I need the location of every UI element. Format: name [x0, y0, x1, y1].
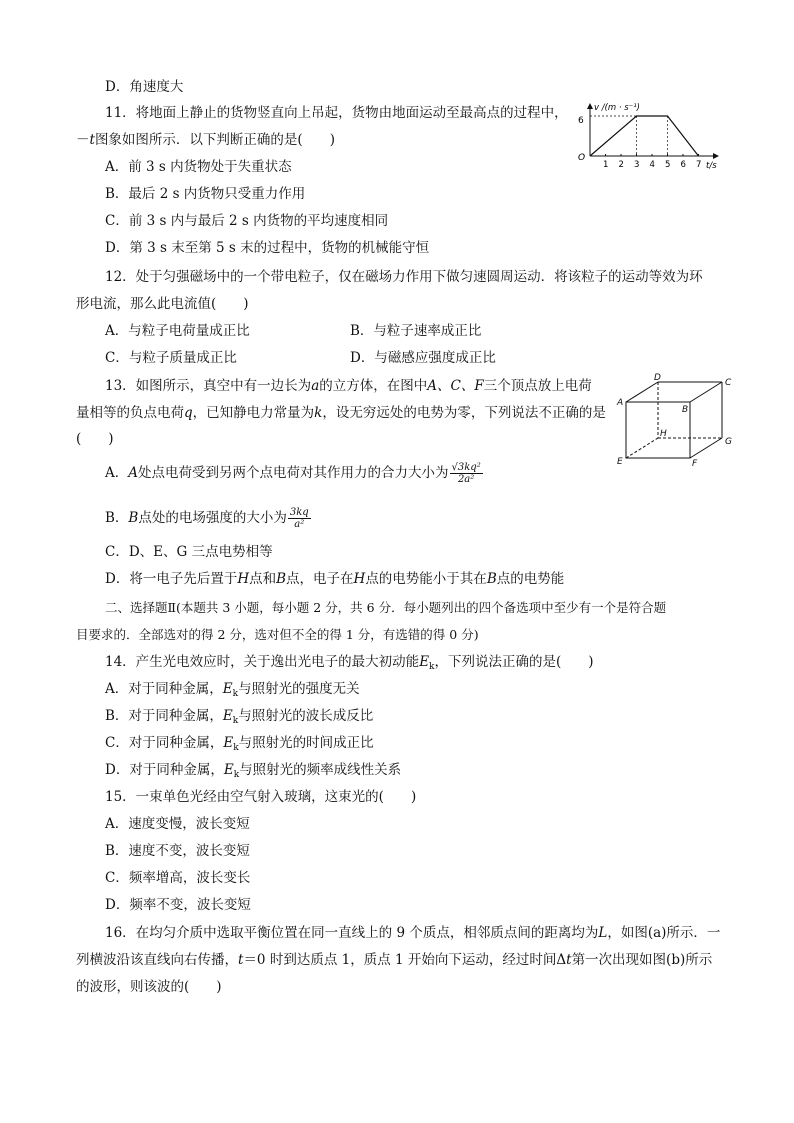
- cube-label-b: B: [682, 405, 689, 415]
- q16-stem-line2: 列横波沿该直线向右传播，t＝0 时到达质点 1，质点 1 开始向下运动，经过时间Δt第一次出现如图(b)所示: [76, 952, 713, 968]
- cube-label-a: A: [617, 398, 624, 408]
- x-tick-label: 1: [603, 160, 609, 170]
- q12-option-d: D．与磁感应强度成正比: [350, 350, 496, 366]
- cube-edge-ad: [626, 382, 658, 402]
- cube-label-f: F: [692, 459, 698, 469]
- section2-heading-line2: 目要求的．全部选对的得 2 分，选对但不全的得 1 分，有选错的得 0 分): [76, 627, 479, 642]
- cube-edge-bc: [690, 382, 722, 402]
- x-tick-label: 2: [618, 160, 624, 170]
- q13-a-numerator: √3kq²: [451, 462, 481, 473]
- q13-option-b: B．B点处的电场强度的大小为 $\frac{3kq}{\text{a²}}$: [105, 507, 309, 530]
- q11-stem-line2: －t图象如图所示．以下判断正确的是( ): [76, 132, 335, 148]
- q11-option-b: B．最后 2 s 内货物只受重力作用: [105, 186, 306, 202]
- x-tick-label: 4: [649, 160, 655, 170]
- q13-option-c: C．D、E、G 三点电势相等: [105, 544, 273, 560]
- q14-option-c: C．对于同种金属，$E_k$与照射光的时间成正比: [105, 735, 374, 753]
- q12-stem-line1: 12．处于匀强磁场中的一个带电粒子，仅在磁场力作用下做匀速圆周运动．将该粒子的运动等效为环: [105, 269, 703, 285]
- q12-stem-line2: 形电流，那么此电流值( ): [76, 296, 249, 312]
- q15-option-c: C．频率增高，波长变长: [105, 870, 251, 886]
- q10-option-d: D．角速度大: [105, 79, 184, 95]
- cube-label-g: G: [725, 437, 732, 447]
- cube-label-c: C: [725, 378, 732, 388]
- x-tick-label: 5: [665, 160, 671, 170]
- y-tick-label: 6: [578, 116, 584, 126]
- q15-option-a: A．速度变慢，波长变短: [105, 816, 250, 832]
- q13-b-numerator: 3kq: [289, 507, 309, 518]
- q12-option-b: B．与粒子速率成正比: [350, 323, 482, 339]
- q16-stem-line3: 的波形，则该波的( ): [76, 979, 222, 995]
- origin-label: O: [578, 153, 586, 163]
- x-tick-label: 6: [680, 160, 686, 170]
- cube-label-e: E: [617, 457, 623, 467]
- q13-stem-line3: ( ): [76, 431, 114, 447]
- cube-edge-eh: [626, 438, 658, 458]
- q13-b-denominator: a²: [294, 519, 305, 530]
- q13-option-d: D．将一电子先后置于H点和B点，电子在H点的电势能小于其在B点的电势能: [105, 571, 565, 587]
- q13-stem-line1: 13．如图所示，真空中有一边长为a的立方体，在图中A、C、F三个顶点放上电荷: [105, 378, 592, 394]
- q15-option-b: B．速度不变，波长变短: [105, 843, 250, 859]
- y-axis-label: v /(m · s⁻¹): [594, 103, 640, 113]
- q13-option-a: A．A处点电荷受到另两个点电荷对其作用力的合力大小为 $\frac{\text{√3kq²}}{\text{2a²}}$: [105, 462, 481, 485]
- q14-stem: 14．产生光电效应时，关于逸出光电子的最大初动能$E_k$，下列说法正确的是( ): [105, 654, 594, 672]
- q11-option-d: D．第 3 s 末至第 5 s 末的过程中，货物的机械能守恒: [105, 240, 430, 256]
- q16-stem-line1: 16．在均匀介质中选取平衡位置在同一直线上的 9 个质点，相邻质点间的距离均为L，如图(a)所示．一: [105, 925, 721, 941]
- x-axis-label: t/s: [706, 161, 717, 171]
- q13-a-denominator: 2a²: [457, 474, 475, 485]
- x-tick-label: 7: [696, 160, 702, 170]
- q12-option-a: A．与粒子电荷量成正比: [105, 323, 250, 339]
- cube-label-d: D: [654, 373, 661, 383]
- q13-cube-diagram: [612, 370, 737, 470]
- q11-option-c: C．前 3 s 内与最后 2 s 内货物的平均速度相同: [105, 213, 389, 229]
- x-tick-label: 3: [634, 160, 640, 170]
- q12-option-c: C．与粒子质量成正比: [105, 350, 237, 366]
- q14-option-a: A．对于同种金属，$E_k$与照射光的强度无关: [105, 681, 360, 699]
- q11-option-a: A．前 3 s 内货物处于失重状态: [105, 159, 292, 175]
- velocity-series-line: [590, 116, 699, 156]
- q11-vt-graph: [570, 96, 730, 186]
- cube-label-h: H: [660, 429, 667, 439]
- q14-option-d: D．对于同种金属，$E_k$与照射光的频率成线性关系: [105, 762, 402, 780]
- section2-heading-line1: 二、选择题Ⅱ(本题共 3 小题，每小题 2 分，共 6 分．每小题列出的四个备选项中至少有一个是符合题: [105, 600, 667, 615]
- q11-stem-line1: 11．将地面上静止的货物竖直向上吊起，货物由地面运动至最高点的过程中，: [105, 105, 568, 121]
- q15-option-d: D．频率不变，波长变短: [105, 897, 251, 913]
- cube-edge-fg: [690, 438, 722, 458]
- q15-stem: 15．一束单色光经由空气射入玻璃，这束光的( ): [105, 789, 417, 805]
- q14-option-b: B．对于同种金属，$E_k$与照射光的波长成反比: [105, 708, 374, 726]
- q13-stem-line2: 量相等的负点电荷q，已知静电力常量为k，设无穷远处的电势为零，下列说法不正确的是: [76, 405, 606, 421]
